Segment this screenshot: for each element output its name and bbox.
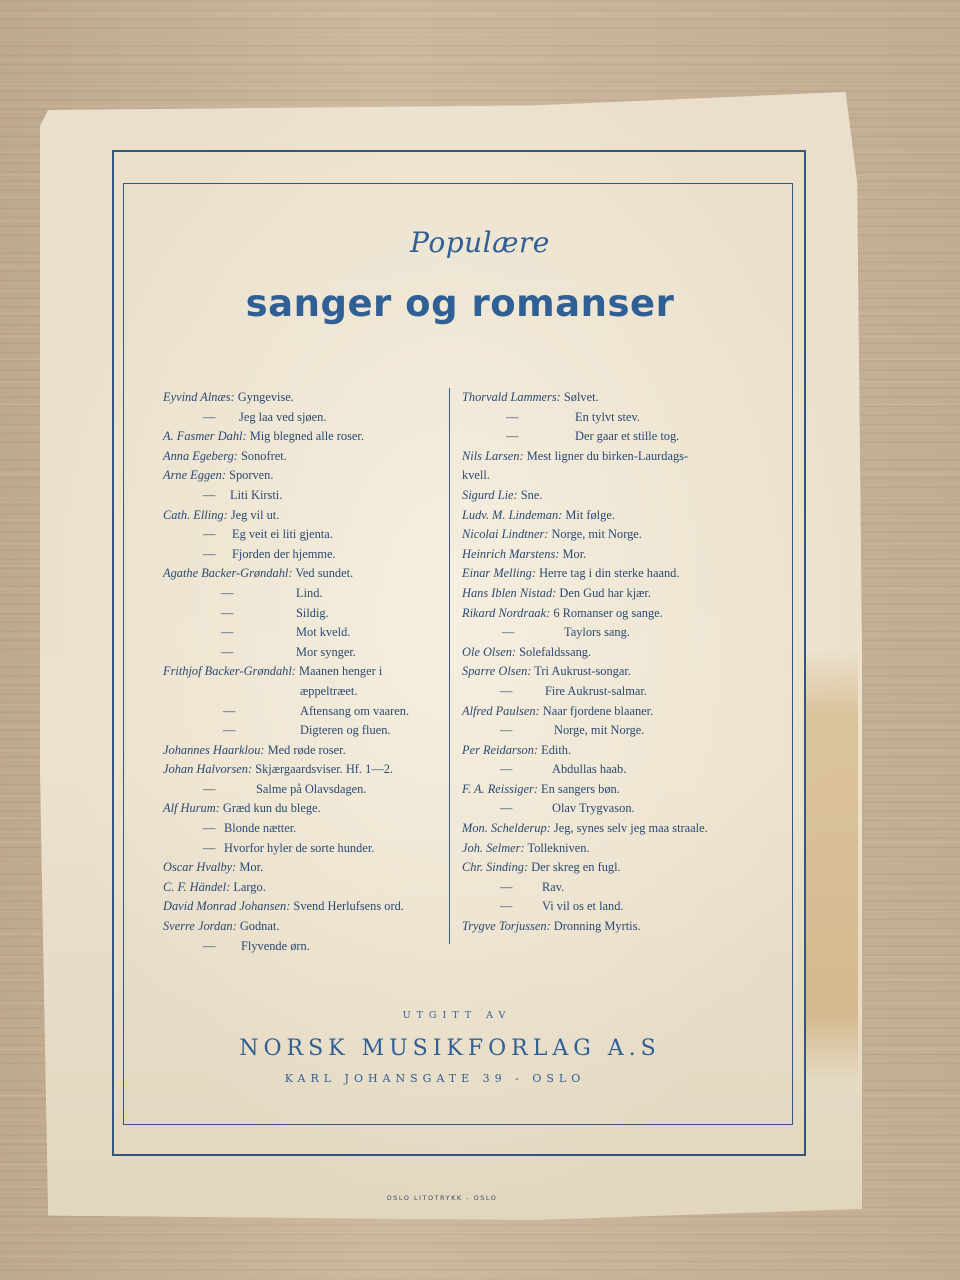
song-title: Fjorden der hjemme. [232, 546, 336, 561]
composer-name: Cath. Elling: [163, 507, 228, 522]
song-entry [163, 702, 445, 722]
song-entry [462, 760, 752, 780]
ditto-dash: — [500, 683, 513, 698]
composer-name: Heinrich Marstens: [462, 546, 560, 561]
song-title: æppeltræet. [300, 683, 358, 698]
song-title: Mor synger. [296, 644, 356, 659]
song-title: Jeg vil ut. [227, 507, 280, 522]
published-by-label: UTGITT AV [402, 1010, 512, 1021]
printer-imprint: OSLO LITOTRYKK - OSLO [386, 1194, 498, 1202]
song-title: Mot kveld. [296, 625, 351, 640]
composer-name: Oscar Hvalby: [163, 860, 237, 875]
song-title: Olav Trygvason. [552, 801, 635, 816]
song-entry [163, 388, 445, 408]
ditto-dash: — [203, 938, 216, 953]
composer-name: Ole Olsen: [462, 644, 517, 659]
song-title: Liti Kirsti. [230, 487, 283, 502]
song-entry [462, 623, 752, 643]
song-title: Ved sundet. [292, 566, 354, 581]
song-title: Sonofret. [237, 448, 287, 463]
ditto-dash: — [203, 409, 216, 424]
song-title: Græd kun du blege. [219, 801, 321, 816]
composer-name: Anna Egeberg: [163, 448, 238, 463]
song-entry [462, 858, 752, 878]
composer-name: Alf Hurum: [163, 801, 220, 816]
song-entry [163, 897, 445, 917]
song-title: En sangers bøn. [537, 781, 620, 796]
ditto-dash: — [221, 585, 234, 600]
song-entry [163, 486, 445, 506]
composer-name: Arne Eggen: [163, 468, 226, 483]
main-heading: sanger og romanser [245, 282, 675, 325]
song-title: Aftensang om vaaren. [300, 703, 410, 718]
song-title: Herre tag i din sterke haand. [536, 566, 680, 581]
song-entry [163, 545, 445, 565]
song-entry [163, 427, 445, 447]
ditto-dash: — [500, 879, 513, 894]
song-title: Der gaar et stille tog. [575, 429, 680, 444]
song-list-left-column [163, 388, 445, 956]
song-title: Skjærgaardsviser. Hf. 1—2. [252, 762, 394, 777]
song-title: Mor. [559, 546, 587, 561]
composer-name: David Monrad Johansen: [163, 899, 291, 914]
song-entry [163, 937, 445, 957]
song-entry [462, 427, 752, 447]
ditto-dash: — [203, 781, 216, 796]
composer-name: Nicolai Lindtner: [462, 527, 549, 542]
song-title: Sne. [517, 487, 543, 502]
song-title: Digteren og fluen. [300, 723, 391, 738]
song-entry [462, 799, 752, 819]
ditto-dash: — [203, 546, 216, 561]
song-entry [462, 466, 752, 486]
song-entry [462, 564, 752, 584]
song-entry [163, 623, 445, 643]
song-entry [462, 702, 752, 722]
song-title: Dronning Myrtis. [550, 919, 641, 934]
song-entry [462, 741, 752, 761]
composer-name: Johannes Haarklou: [163, 742, 265, 757]
composer-name: Frithjof Backer-Grøndahl: [163, 664, 296, 679]
composer-name: Mon. Schelderup: [462, 821, 551, 836]
song-entry [462, 819, 752, 839]
song-title: Svend Herlufsens ord. [290, 899, 404, 914]
ditto-dash: — [203, 527, 216, 542]
song-entry [163, 721, 445, 741]
song-title: kvell. [462, 468, 490, 483]
song-entry [462, 486, 752, 506]
song-title: Mor. [236, 860, 264, 875]
song-title: Abdullas haab. [552, 762, 627, 777]
composer-name: Chr. Sinding: [462, 860, 529, 875]
ditto-dash: — [223, 723, 236, 738]
song-entry [462, 525, 752, 545]
song-entry [163, 780, 445, 800]
publisher-address: KARL JOHANSGATE 39 - OSLO [284, 1072, 586, 1085]
song-title: En tylvt stev. [575, 409, 640, 424]
song-entry [462, 662, 752, 682]
composer-name: Thorvald Lammers: [462, 390, 561, 404]
song-title: 6 Romanser og sange. [550, 605, 663, 620]
song-entry [462, 878, 752, 898]
song-entry [163, 858, 445, 878]
composer-name: Eyvind Alnæs: [163, 390, 235, 404]
song-entry [163, 878, 445, 898]
song-title: Eg veit ei liti gjenta. [232, 527, 333, 542]
song-title: Edith. [538, 742, 572, 757]
song-entry [163, 604, 445, 624]
ditto-dash: — [500, 801, 513, 816]
song-entry [462, 897, 752, 917]
song-title: Taylors sang. [564, 625, 630, 640]
song-title: Norge, mit Norge. [548, 527, 642, 542]
composer-name: Einar Melling: [462, 566, 536, 581]
song-entry [462, 682, 752, 702]
song-title: Tollekniven. [524, 840, 590, 855]
song-entry [163, 760, 445, 780]
song-entry [462, 780, 752, 800]
composer-name: A. Fasmer Dahl: [163, 429, 247, 444]
ditto-dash: — [203, 487, 216, 502]
song-entry [462, 388, 752, 408]
song-entry [462, 643, 752, 663]
song-entry [163, 799, 445, 819]
song-entry [163, 447, 445, 467]
composer-name: Rikard Nordraak: [462, 605, 551, 620]
song-entry [163, 564, 445, 584]
song-title: Godnat. [236, 919, 280, 934]
composer-name: Agathe Backer-Grøndahl: [163, 566, 293, 581]
song-entry [163, 839, 445, 859]
song-title: Norge, mit Norge. [554, 723, 645, 738]
composer-name: C. F. Händel: [163, 879, 231, 894]
song-title: Maanen henger i [295, 664, 383, 679]
composer-name: Hans Iblen Nistad: [462, 585, 557, 600]
song-entry [163, 525, 445, 545]
ditto-dash: — [221, 605, 234, 620]
ditto-dash: — [500, 762, 513, 777]
song-title: Solefaldssang. [516, 644, 592, 659]
song-title: Tri Aukrust-songar. [531, 664, 631, 679]
composer-name: F. A. Reissiger: [462, 781, 538, 796]
song-entry [462, 545, 752, 565]
ditto-dash: — [203, 821, 216, 836]
song-title: Sølvet. [560, 390, 599, 404]
song-title: Rav. [542, 879, 565, 894]
composer-name: Trygve Torjussen: [462, 919, 551, 934]
ditto-dash: — [506, 409, 519, 424]
composer-name: Johan Halvorsen: [163, 762, 253, 777]
song-entry [163, 682, 445, 702]
song-title: Sildig. [296, 605, 329, 620]
song-title: Mest ligner du birken-Laurdags- [523, 448, 689, 463]
ditto-dash: — [203, 840, 216, 855]
song-title: Blonde nætter. [224, 821, 297, 836]
script-heading: Populære [410, 226, 550, 259]
song-title: Mig blegned alle roser. [246, 429, 364, 444]
ditto-dash: — [500, 723, 513, 738]
publisher-name: NORSK MUSIKFORLAG A.S [239, 1036, 661, 1061]
song-entry [163, 466, 445, 486]
song-entry [462, 917, 752, 937]
composer-name: Per Reidarson: [462, 742, 539, 757]
song-title: Largo. [230, 879, 266, 894]
song-entry [163, 917, 445, 937]
ditto-dash: — [221, 625, 234, 640]
song-title: Jeg, synes selv jeg maa straale. [550, 821, 708, 836]
composer-name: Ludv. M. Lindeman: [462, 507, 563, 522]
composer-name: Nils Larsen: [462, 448, 524, 463]
song-entry [462, 721, 752, 741]
song-entry [163, 819, 445, 839]
song-entry [163, 506, 445, 526]
column-divider [449, 388, 450, 944]
song-title: Naar fjordene blaaner. [539, 703, 654, 718]
song-title: Vi vil os et land. [542, 899, 624, 914]
song-entry [163, 584, 445, 604]
ditto-dash: — [502, 625, 515, 640]
song-entry [462, 584, 752, 604]
song-title: Mit følge. [562, 507, 615, 522]
song-entry [462, 447, 752, 467]
song-title: Den Gud har kjær. [556, 585, 651, 600]
ditto-dash: — [223, 703, 236, 718]
composer-name: Sparre Olsen: [462, 664, 532, 679]
ditto-dash: — [221, 644, 234, 659]
song-title: Gyngevise. [234, 390, 294, 404]
song-entry [163, 662, 445, 682]
song-title: Fire Aukrust-salmar. [545, 683, 647, 698]
song-entry [163, 741, 445, 761]
song-title: Jeg laa ved sjøen. [239, 409, 327, 424]
composer-name: Sverre Jordan: [163, 919, 237, 934]
song-title: Salme på Olavsdagen. [256, 781, 367, 796]
song-title: Der skreg en fugl. [528, 860, 621, 875]
song-entry [462, 506, 752, 526]
song-entry [462, 604, 752, 624]
composer-name: Joh. Selmer: [462, 840, 525, 855]
ditto-dash: — [506, 429, 519, 444]
song-entry [163, 643, 445, 663]
song-title: Lind. [296, 585, 323, 600]
composer-name: Alfred Paulsen: [462, 703, 540, 718]
song-entry [462, 408, 752, 428]
composer-name: Sigurd Lie: [462, 487, 518, 502]
song-title: Sporven. [225, 468, 274, 483]
song-title: Hvorfor hyler de sorte hunder. [224, 840, 375, 855]
song-entry [163, 408, 445, 428]
ditto-dash: — [500, 899, 513, 914]
song-entry [462, 839, 752, 859]
song-title: Flyvende ørn. [241, 938, 310, 953]
song-list-right-column [462, 388, 752, 937]
song-title: Med røde roser. [264, 742, 346, 757]
